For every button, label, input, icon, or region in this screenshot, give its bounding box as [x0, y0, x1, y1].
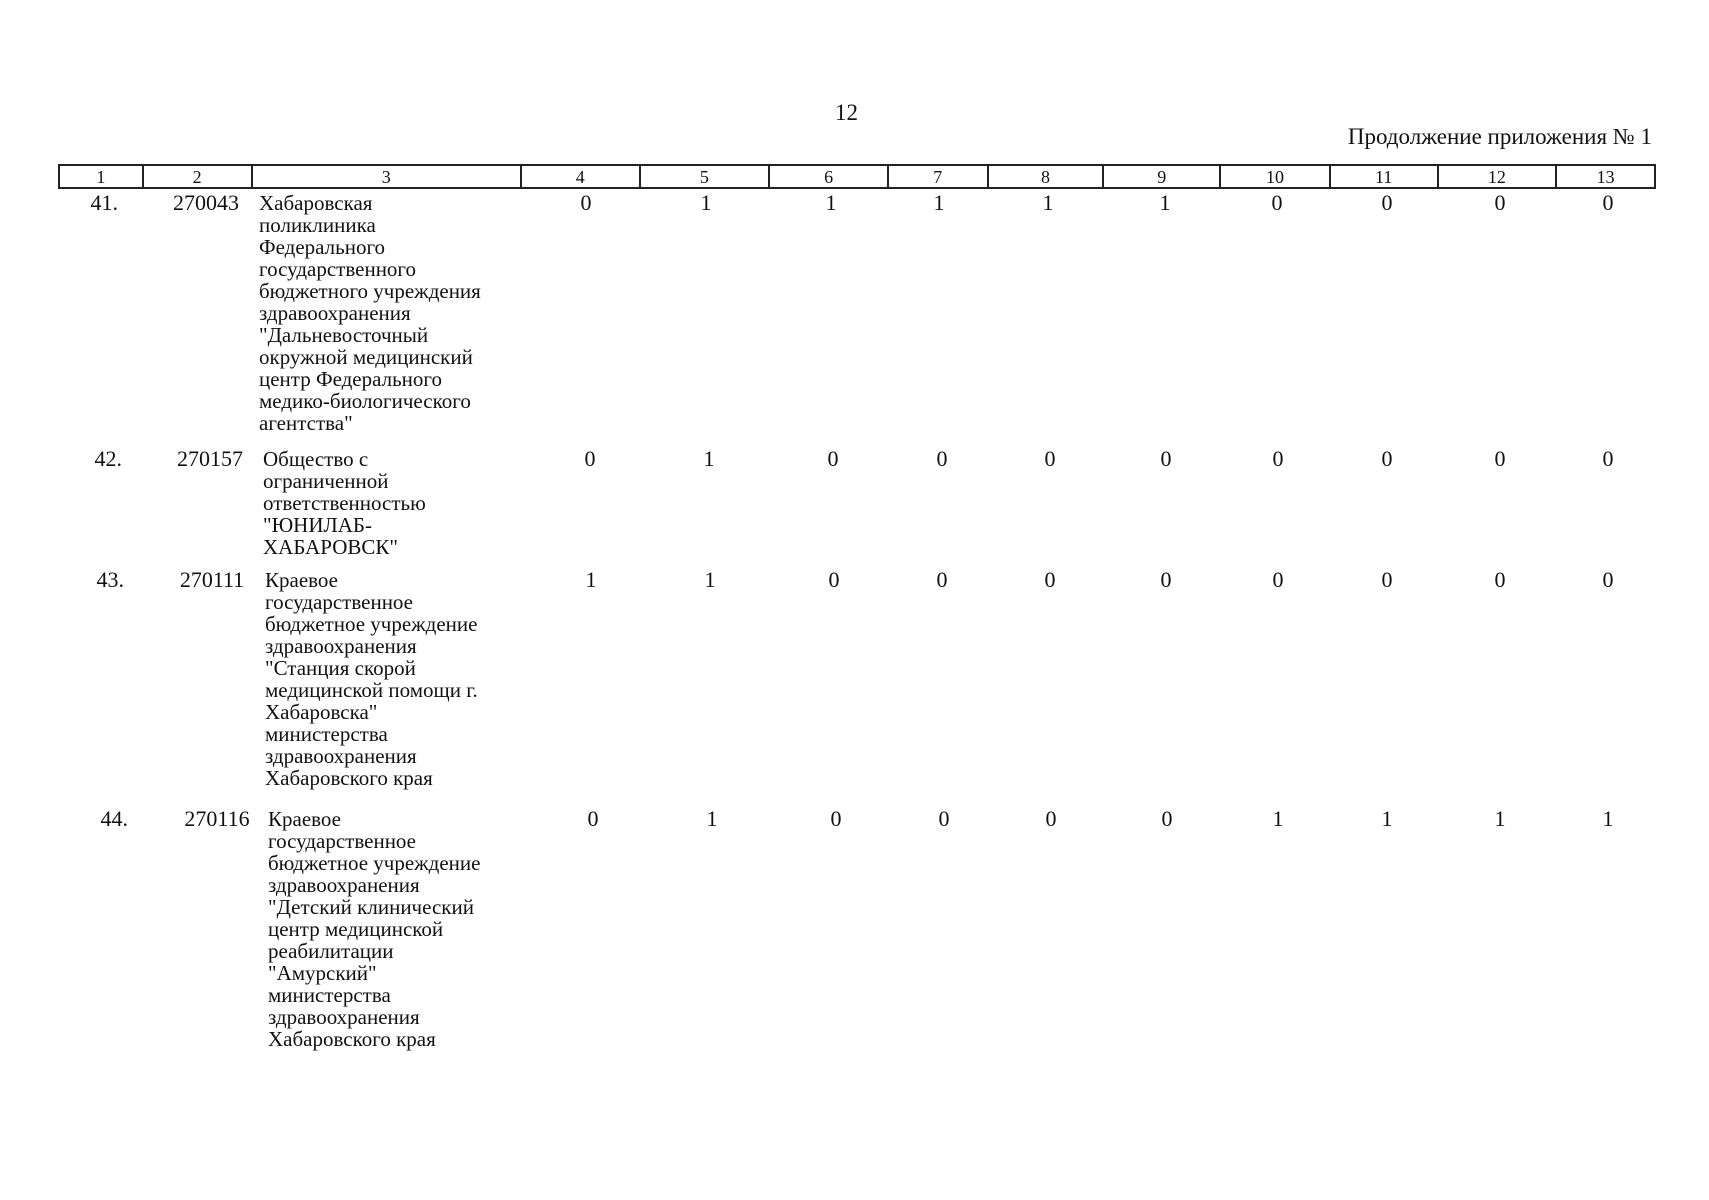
row-value: 1	[933, 190, 945, 215]
row-value: 1	[703, 446, 715, 471]
row-number: 44.	[100, 806, 128, 831]
row-name: Общество с ограниченной ответственностью "ЮНИЛАБ- ХАБАРОВСК"	[263, 447, 426, 559]
row-name: Хабаровская поликлиника Федерального государственного бюджетного учреждения здравоохранения "Дальневосточный окружной медицинский центр Федерального медико-биологического агентства"	[259, 191, 481, 435]
header-col-6: 6	[770, 166, 889, 187]
continuation-label: Продолжение приложения № 1	[1347, 124, 1652, 149]
row-value: 0	[1160, 446, 1172, 471]
row-value: 0	[1045, 806, 1057, 831]
row-value: 1	[700, 190, 712, 215]
row-value: 0	[1381, 446, 1393, 471]
row-value: 0	[938, 806, 950, 831]
header-col-1: 1	[60, 166, 144, 187]
header-col-12: 12	[1439, 166, 1558, 187]
row-number: 41.	[90, 190, 118, 215]
row-value: 0	[587, 806, 599, 831]
row-value: 0	[1272, 446, 1284, 471]
row-value: 0	[828, 567, 840, 592]
row-value: 0	[1602, 567, 1614, 592]
page-number: 12	[835, 100, 858, 125]
header-col-5: 5	[641, 166, 771, 187]
row-value: 0	[936, 567, 948, 592]
row-value: 0	[1494, 567, 1506, 592]
row-value: 0	[1044, 446, 1056, 471]
row-number: 42.	[94, 446, 122, 471]
row-value: 0	[584, 446, 596, 471]
row-value: 0	[1044, 567, 1056, 592]
header-col-11: 11	[1331, 166, 1439, 187]
header-col-8: 8	[989, 166, 1105, 187]
row-value: 1	[706, 806, 718, 831]
row-value: 0	[830, 806, 842, 831]
header-col-7: 7	[889, 166, 989, 187]
row-name: Краевое государственное бюджетное учреждение здравоохранения "Детский клинический центр медицинской реабилитации "Амурский" министерства здравоохранения Хабаровского края	[268, 807, 481, 1051]
row-code: 270043	[173, 190, 239, 215]
row-value: 1	[585, 567, 597, 592]
row-value: 1	[825, 190, 837, 215]
header-col-13: 13	[1596, 167, 1615, 187]
table-header-row	[58, 164, 1656, 189]
row-number: 43.	[96, 567, 124, 592]
row-value: 0	[1161, 806, 1173, 831]
row-value: 1	[1272, 806, 1284, 831]
row-value: 0	[1494, 446, 1506, 471]
row-value: 0	[827, 446, 839, 471]
row-value: 1	[704, 567, 716, 592]
row-value: 1	[1602, 806, 1614, 831]
row-value: 1	[1494, 806, 1506, 831]
row-value: 0	[1602, 446, 1614, 471]
header-col-4: 4	[522, 166, 641, 187]
header-col-3: 3	[253, 166, 522, 187]
row-value: 0	[1271, 190, 1283, 215]
header-col-2: 2	[144, 166, 253, 187]
row-code: 270157	[177, 446, 243, 471]
row-value: 1	[1042, 190, 1054, 215]
row-value: 0	[1602, 190, 1614, 215]
row-name: Краевое государственное бюджетное учреждение здравоохранения "Станция скорой медицинской помощи г. Хабаровска" министерства здравоохранения Хабаровского края	[265, 568, 478, 790]
row-value: 1	[1381, 806, 1393, 831]
row-value: 0	[1272, 567, 1284, 592]
row-value: 0	[1381, 567, 1393, 592]
row-code: 270116	[184, 806, 250, 831]
header-col-9: 9	[1104, 166, 1221, 187]
row-value: 1	[1159, 190, 1171, 215]
row-value: 0	[1381, 190, 1393, 215]
row-value: 0	[580, 190, 592, 215]
row-code: 270111	[179, 567, 245, 592]
row-value: 0	[1160, 567, 1172, 592]
header-col-10: 10	[1221, 166, 1331, 187]
row-value: 0	[936, 446, 948, 471]
row-value: 0	[1494, 190, 1506, 215]
